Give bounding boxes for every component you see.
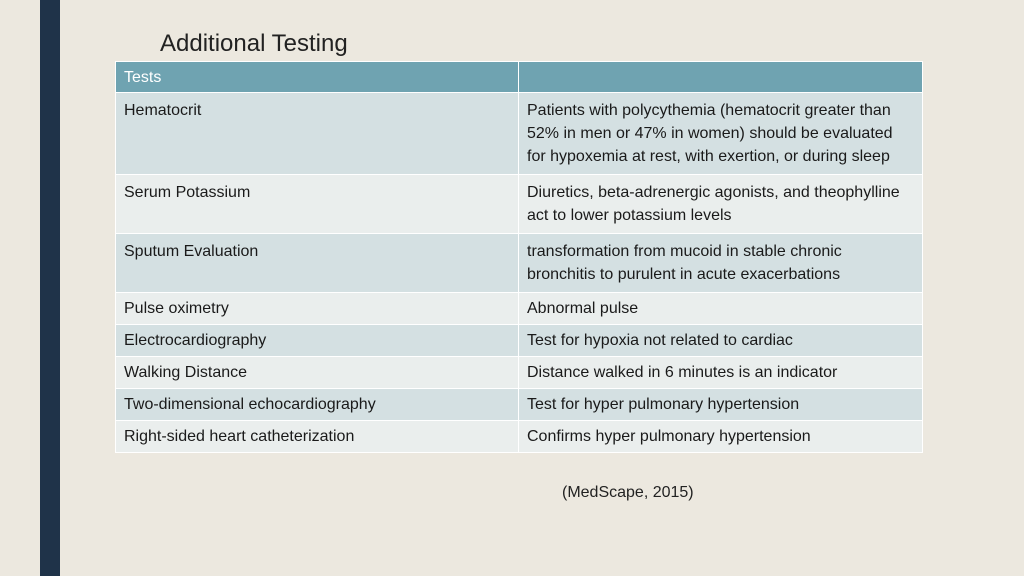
left-accent-bar xyxy=(40,0,60,576)
citation: (MedScape, 2015) xyxy=(562,484,694,501)
tests-table xyxy=(115,61,923,453)
table-row xyxy=(116,293,923,325)
header-notes xyxy=(519,62,923,93)
table-row xyxy=(116,325,923,357)
test-note: Confirms hyper pulmonary hypertension xyxy=(519,421,923,453)
table-header-row xyxy=(116,62,923,93)
test-name: Walking Distance xyxy=(116,357,519,389)
test-name: Hematocrit xyxy=(116,93,519,175)
table-row xyxy=(116,234,923,293)
table-row xyxy=(116,389,923,421)
test-note: Distance walked in 6 minutes is an indicator xyxy=(519,357,923,389)
test-name: Right-sided heart catheterization xyxy=(116,421,519,453)
header-tests: Tests xyxy=(116,62,519,93)
test-name: Pulse oximetry xyxy=(116,293,519,325)
slide-title: Additional Testing xyxy=(160,30,348,57)
test-note: Abnormal pulse xyxy=(519,293,923,325)
test-name: Sputum Evaluation xyxy=(116,234,519,293)
test-note: Diuretics, beta-adrenergic agonists, and theophylline act to lower potassium levels xyxy=(519,175,923,234)
test-note: Test for hyper pulmonary hypertension xyxy=(519,389,923,421)
test-note: Patients with polycythemia (hematocrit greater than 52% in men or 47% in women) should be evaluated for hypoxemia at rest, with exertion, or during sleep xyxy=(519,93,923,175)
table-row xyxy=(116,175,923,234)
test-note: transformation from mucoid in stable chronic bronchitis to purulent in acute exacerbations xyxy=(519,234,923,293)
test-name: Electrocardiography xyxy=(116,325,519,357)
test-note: Test for hypoxia not related to cardiac xyxy=(519,325,923,357)
test-name: Serum Potassium xyxy=(116,175,519,234)
table-row xyxy=(116,357,923,389)
table-row xyxy=(116,421,923,453)
test-name: Two-dimensional echocardiography xyxy=(116,389,519,421)
table-row xyxy=(116,93,923,175)
